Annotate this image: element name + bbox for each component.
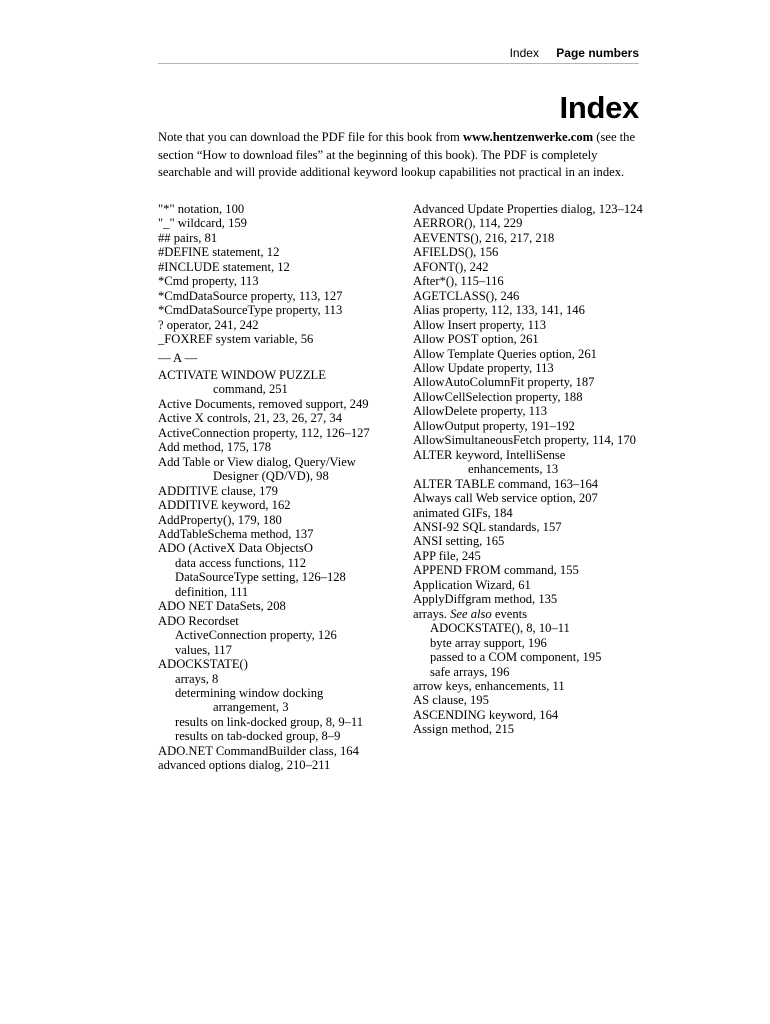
index-entry [413, 419, 648, 433]
entry-text: results on link-docked group, 8, 9–11 [175, 714, 364, 729]
entry-text: ApplyDiffgram method, 135 [413, 592, 558, 607]
index-entry [413, 231, 648, 245]
entry-text: passed to a COM component, 195 [430, 650, 602, 665]
entry-text: Always call Web service option, 207 [413, 491, 598, 506]
index-entry-subentry [413, 636, 648, 650]
index-entry [158, 513, 408, 527]
index-entry [158, 411, 408, 425]
index-entry [158, 614, 408, 628]
index-entry [413, 303, 648, 317]
index-entry [158, 744, 408, 758]
index-entry [413, 549, 648, 563]
index-entry: *CmdDataSourceType property, 113 [158, 303, 343, 318]
index-entry [158, 599, 408, 613]
index-entry-subentry [158, 643, 408, 657]
entry-text: ActiveConnection property, 112, 126–127 [158, 425, 370, 440]
entry-text: AFONT(), 242 [413, 259, 489, 274]
index-entry: ? operator, 241, 242 [158, 317, 259, 332]
header-chapter: Page numbers [556, 46, 639, 60]
entry-text: ACTIVATE WINDOW PUZZLE [158, 367, 326, 382]
entry-text: AllowCellSelection property, 188 [413, 389, 583, 404]
entry-text: Allow Template Queries option, 261 [413, 346, 597, 361]
index-entry [413, 332, 648, 346]
index-entry [413, 318, 648, 332]
entry-text: ADOCKSTATE() [158, 657, 248, 672]
index-entry [158, 527, 408, 541]
index-entry-subentry [158, 556, 408, 570]
entry-text: arrays, 8 [175, 671, 219, 686]
index-entry [413, 274, 648, 288]
index-entry [413, 433, 648, 447]
index-entry [413, 563, 648, 577]
entry-text: byte array support, 196 [430, 635, 547, 650]
entry-text: AEVENTS(), 216, 217, 218 [413, 230, 555, 245]
index-entry [413, 693, 648, 707]
index-entry: #DEFINE statement, 12 [158, 245, 280, 260]
entry-text: AllowAutoColumnFit property, 187 [413, 375, 595, 390]
see-also-label: See also [450, 606, 492, 621]
website-link[interactable]: www.hentzenwerke.com [463, 130, 594, 144]
entry-text: APP file, 245 [413, 548, 481, 563]
index-entry-subentry [158, 715, 408, 729]
index-entry: *CmdDataSource property, 113, 127 [158, 288, 343, 303]
entry-text: ASCENDING keyword, 164 [413, 707, 559, 722]
entry-text: determining window docking [175, 685, 324, 700]
index-entry: "*" notation, 100 [158, 202, 245, 216]
index-entry-subentry [413, 621, 648, 635]
index-entry: *Cmd property, 113 [158, 274, 259, 289]
index-entry [413, 722, 648, 736]
entry-text: Allow Insert property, 113 [413, 317, 547, 332]
index-entry: #INCLUDE statement, 12 [158, 259, 290, 274]
index-entry [158, 498, 408, 512]
index-entry: _FOXREF system variable, 56 [158, 332, 314, 347]
index-entry [158, 455, 408, 484]
entry-text: ANSI setting, 165 [413, 534, 505, 549]
entry-text: Add Table or View dialog, Query/View [158, 454, 356, 469]
index-entry [413, 448, 648, 477]
entry-text: Alias property, 112, 133, 141, 146 [413, 303, 585, 318]
index-entry [158, 440, 408, 454]
index-entry [413, 347, 648, 361]
index-entry [413, 520, 648, 534]
entry-text: Add method, 175, 178 [158, 440, 271, 455]
entry-text: Application Wizard, 61 [413, 577, 531, 592]
entry-text: APPEND FROM command, 155 [413, 563, 579, 578]
index-entry [413, 491, 648, 505]
entry-text: AFIELDS(), 156 [413, 245, 499, 260]
page-title: Index [559, 90, 639, 125]
index-entry [413, 216, 648, 230]
entry-text: ADO NET DataSets, 208 [158, 599, 286, 614]
index-entry [158, 758, 408, 772]
index-entry: "_" wildcard, 159 [158, 216, 247, 231]
index-entry-subentry [158, 585, 408, 599]
index-entry [158, 541, 408, 555]
entry-text: data access functions, 112 [175, 555, 307, 570]
entry-text: definition, 111 [175, 584, 249, 599]
entry-text: After*(), 115–116 [413, 274, 504, 289]
index-entry [158, 397, 408, 411]
index-left-column [158, 202, 408, 773]
index-entry [413, 390, 648, 404]
entry-text: Allow Update property, 113 [413, 360, 554, 375]
index-entry-subentry [158, 570, 408, 584]
index-entry [413, 477, 648, 491]
entry-text: ActiveConnection property, 126 [175, 628, 337, 643]
entry-continuation: command, 251 [213, 382, 288, 397]
index-entry [413, 592, 648, 606]
entry-text: Allow POST option, 261 [413, 332, 539, 347]
entry-text: AERROR(), 114, 229 [413, 216, 523, 231]
running-header [158, 45, 639, 64]
entry-text: advanced options dialog, 210–211 [158, 758, 331, 773]
entry-text: results on tab-docked group, 8–9 [175, 729, 341, 744]
index-entry [413, 289, 648, 303]
entry-text: ADO Recordset [158, 613, 239, 628]
index-entry [413, 708, 648, 722]
see-also-target: events [491, 606, 528, 621]
index-entry [158, 426, 408, 440]
entry-text: arrow keys, enhancements, 11 [413, 678, 565, 693]
index-entry [413, 404, 648, 418]
index-entry-subentry [158, 628, 408, 642]
symbol-entries [158, 202, 408, 347]
letter-heading-a: — A — [158, 350, 198, 365]
intro-text-end: (see the section “How to download files” at the beginning of this book). The PDF is completely searchable and will provide additional keyword lookup capabilities not practical in an index. [158, 130, 636, 179]
entry-text: AGETCLASS(), 246 [413, 288, 520, 303]
entry-text: Active Documents, removed support, 249 [158, 396, 369, 411]
index-entry [413, 679, 648, 693]
entry-text: ADO (ActiveX Data ObjectsO [158, 541, 313, 556]
index-entry [158, 368, 408, 397]
index-entry-subentry [158, 686, 408, 715]
index-right-column [413, 202, 648, 737]
entry-continuation: Designer (QD/VD), 98 [213, 469, 329, 484]
entry-text: AllowOutput property, 191–192 [413, 418, 575, 433]
index-entry [413, 506, 648, 520]
index-entry [413, 361, 648, 375]
header-section: Index [509, 46, 539, 60]
a-entries [158, 368, 408, 773]
entry-text: arrays. [413, 606, 447, 621]
entry-continuation: arrangement, 3 [213, 700, 289, 715]
index-entry [158, 484, 408, 498]
entry-text: Advanced Update Properties dialog, 123–124 [413, 202, 643, 216]
entry-text: Active X controls, 21, 23, 26, 27, 34 [158, 411, 342, 426]
entry-text: AllowDelete property, 113 [413, 404, 548, 419]
index-entry-subentry [413, 650, 648, 664]
entry-text: animated GIFs, 184 [413, 505, 513, 520]
entry-text: Assign method, 215 [413, 722, 515, 737]
index-entry [413, 260, 648, 274]
entry-text: safe arrays, 196 [430, 664, 510, 679]
index-entry [413, 375, 648, 389]
entry-text: ALTER TABLE command, 163–164 [413, 476, 599, 491]
entry-text: ALTER keyword, IntelliSense [413, 447, 566, 462]
entry-text: ADO.NET CommandBuilder class, 164 [158, 743, 359, 758]
index-entry [413, 245, 648, 259]
entry-continuation: enhancements, 13 [468, 462, 559, 477]
index-entry [413, 534, 648, 548]
index-entry [413, 202, 648, 216]
entry-text: AllowSimultaneousFetch property, 114, 170 [413, 433, 636, 448]
entry-text: ADDITIVE clause, 179 [158, 483, 278, 498]
index-entry [158, 657, 408, 671]
entry-text: AddTableSchema method, 137 [158, 526, 314, 541]
intro-paragraph [158, 129, 642, 182]
index-entry: ## pairs, 81 [158, 230, 218, 245]
index-entry [413, 607, 648, 621]
index-entry-subentry [413, 665, 648, 679]
entry-text: AddProperty(), 179, 180 [158, 512, 282, 527]
entry-text: ANSI-92 SQL standards, 157 [413, 519, 562, 534]
entry-text: AS clause, 195 [413, 693, 489, 708]
index-entry-subentry [158, 729, 408, 743]
entry-text: values, 117 [175, 642, 232, 657]
index-entry-subentry [158, 672, 408, 686]
intro-text-start: Note that you can download the PDF file for this book from [158, 130, 463, 144]
entry-text: ADOCKSTATE(), 8, 10–11 [430, 621, 570, 636]
right-entries [413, 202, 648, 737]
index-entry [413, 578, 648, 592]
entry-text: DataSourceType setting, 126–128 [175, 570, 346, 585]
entry-text: ADDITIVE keyword, 162 [158, 498, 291, 513]
